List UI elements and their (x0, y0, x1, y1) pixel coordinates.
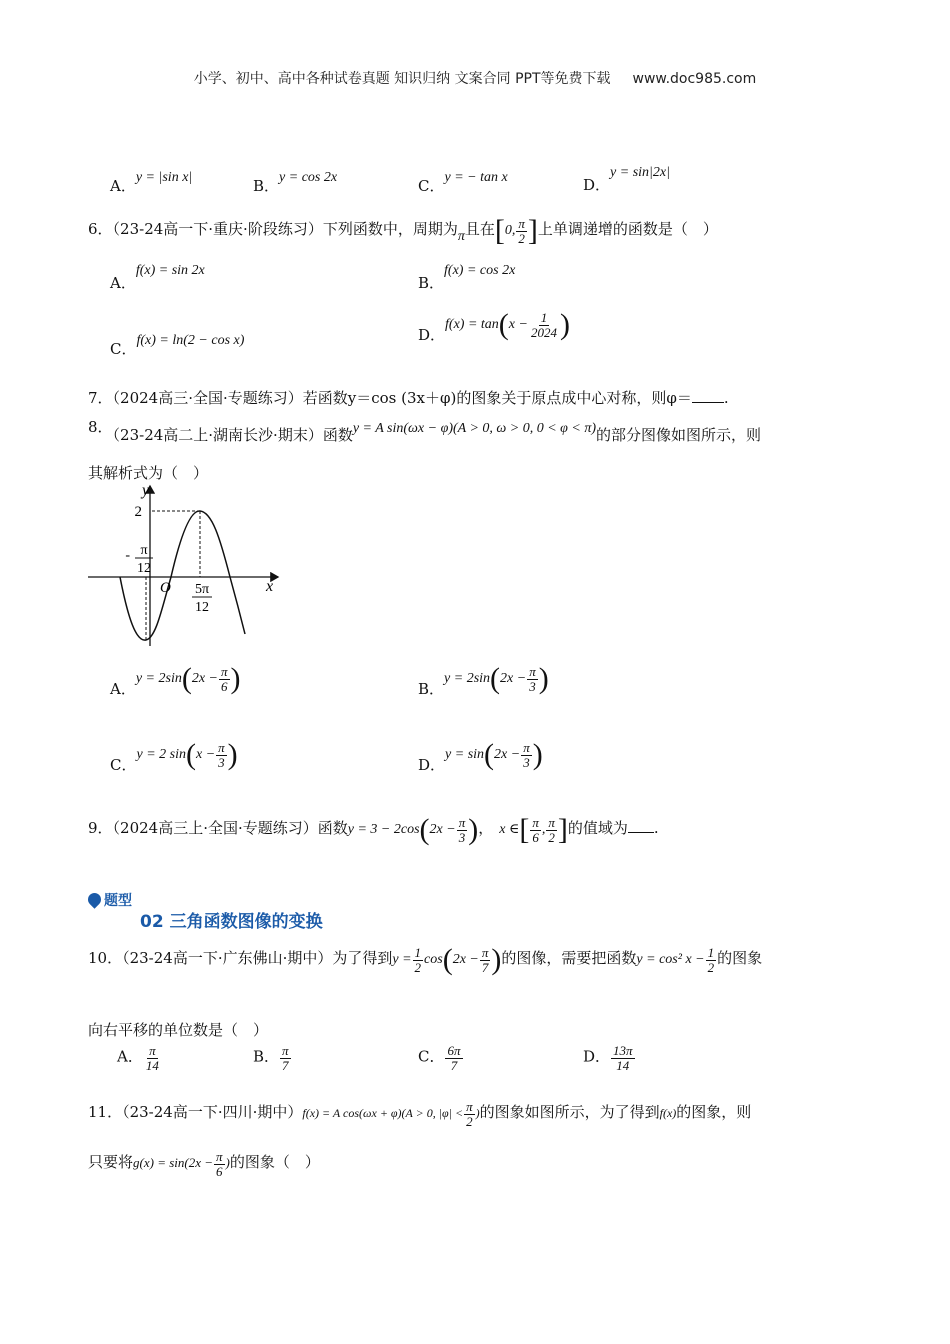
question-number: 7． (88, 389, 113, 407)
option-label: B． (418, 680, 445, 699)
option-math: y = cos 2x (279, 170, 338, 185)
question-11 (88, 1100, 751, 1128)
option-math: f(x) = sin 2x (135, 263, 205, 278)
question-7 (88, 387, 729, 408)
question-stem-mid: 的图像，需要把函数 (501, 949, 637, 968)
period: . (723, 389, 729, 407)
option-label: D． (583, 176, 611, 194)
left-tick-den: 12 (137, 561, 151, 576)
option-math: $\frac{13\pi}{14}$ (613, 1043, 633, 1073)
source-math: y = cos² x − $\frac{1}{2}$ (636, 944, 715, 975)
header-text: 小学、初中、高中各种试卷真题 知识归纳 文案合同 PPT等免费下载 (193, 71, 611, 87)
max-label: 2 (134, 504, 142, 520)
option-label: D． (418, 756, 446, 775)
answer-blank[interactable] (692, 402, 724, 403)
option-math: y = 2sin(2x − $\frac{\pi}{6}$ ) (135, 662, 241, 695)
g-math: g(x) = sin(2x − $\frac{\pi}{6}$ ) (133, 1149, 230, 1179)
question-number: 8． (88, 418, 113, 436)
question-stem: （2024高三上·全国·专题练习）函数 (112, 819, 348, 838)
fx-math: f(x) (659, 1105, 677, 1120)
question-stem-tail: 的部分图像如图所示，则 (596, 426, 762, 444)
option-math: y = sin|2x| (610, 165, 670, 180)
function-math: y = A sin(ωx − φ)(A > 0, ω > 0, 0 < φ < π) (352, 421, 597, 436)
option-math: y = sin(2x − $\frac{\pi}{3}$ ) (445, 738, 543, 771)
q8-option-b[interactable] (418, 662, 549, 699)
option-label: B． (253, 1047, 280, 1066)
target-math: y = $\frac{1}{2}$ cos(2x − $\frac{\pi}{7}$ ) (392, 943, 502, 976)
option-math: y = 2 sin(x − $\frac{\pi}{3}$ ) (136, 738, 238, 771)
option-label: B． (418, 274, 445, 292)
question-10-line2: 向右平移的单位数是（ ） (88, 1021, 269, 1039)
origin-label: O (160, 580, 171, 596)
question-8-line2: 其解析式为（ ） (88, 464, 209, 482)
question-stem-tail: 的图象，则 (676, 1102, 752, 1121)
question-number: 11． (88, 1102, 123, 1121)
question-8 (88, 416, 762, 444)
left-tick-sign: - (125, 548, 130, 563)
q10-option-c[interactable] (418, 1044, 464, 1072)
question-stem-tail: 上单调递增的函数是（ ） (537, 220, 718, 239)
option-label: A． (117, 1047, 143, 1066)
question-9: 9．（2024高三上·全国·专题练习）函数y = 3 − 2cos(2x − $\frac{\pi}{3}$ )， x ∈[ $\frac{\pi}{6}$ , $\frac{\pi}{2}$ ]的值域为 . (88, 813, 659, 846)
q5-option-c[interactable] (418, 165, 508, 195)
q8-option-c[interactable] (110, 738, 238, 775)
question-number: 6． (88, 220, 113, 239)
question-stem: （23-24高二上·湖南长沙·期末）函数 (112, 426, 353, 444)
function-math: y = 3 − 2cos(2x − $\frac{\pi}{3}$ ) (347, 813, 479, 846)
interval-math: [0, $\frac{\pi}{2}$ ] (494, 214, 538, 247)
section-title: 02 三角函数图像的变换 (140, 912, 323, 932)
option-label: A． (110, 177, 136, 195)
q6-option-a[interactable] (110, 258, 205, 292)
option-label: A． (110, 680, 136, 699)
q5-option-a[interactable] (110, 165, 193, 195)
right-tick-num: 5π (194, 582, 210, 597)
function-math: f(x) = A cos(ωx + φ)(A > 0, |φ| < $\frac{\pi}{2}$ ) (302, 1099, 480, 1129)
option-label: B． (253, 177, 280, 195)
x-axis-label: x (266, 578, 274, 595)
q8-graph (80, 478, 290, 653)
option-math: y = |sin x| (135, 170, 193, 185)
question-stem: （23-24高一下·重庆·阶段练习）下列函数中，周期为 (112, 220, 458, 239)
option-label: C． (110, 340, 137, 358)
option-label: A． (110, 274, 136, 292)
y-axis-label: y (142, 482, 150, 499)
section-tag: 题型 (104, 893, 132, 909)
q6-option-b[interactable] (418, 258, 516, 292)
option-label: C． (110, 756, 137, 775)
question-stem-mid: 的图象如图所示，为了得到 (479, 1102, 660, 1121)
option-math: $\frac{6\pi}{7}$ (447, 1043, 461, 1073)
question-stem-tail: 的图象 (717, 949, 763, 968)
question-11-line2: 只要将g(x) = sin(2x − $\frac{\pi}{6}$ )的图象（ ） (88, 1149, 320, 1179)
q6-option-d[interactable] (418, 308, 570, 345)
domain-math: x ∈[ $\frac{\pi}{6}$ , $\frac{\pi}{2}$ ] (499, 813, 568, 846)
page-header (0, 68, 950, 88)
section-pin-icon (85, 890, 103, 908)
period-pi: π (457, 229, 465, 245)
question-stem: （2024高三·全国·专题练习）若函数y＝cos (3x＋φ)的图象关于原点成中心对称，则φ＝ (112, 389, 692, 407)
option-math: $\frac{\pi}{14}$ (145, 1043, 159, 1073)
q8-option-a[interactable] (110, 662, 241, 699)
q5-option-b[interactable] (253, 165, 338, 195)
option-math: y = − tan x (444, 170, 508, 185)
question-stem-mid: 且在 (464, 220, 495, 239)
question-stem-tail: 的值域为 (567, 819, 628, 838)
question-6 (88, 216, 718, 246)
option-math: f(x) = cos 2x (444, 263, 516, 278)
question-10 (88, 945, 762, 975)
q5-option-d[interactable] (583, 160, 670, 194)
right-tick-den: 12 (195, 600, 209, 615)
question-stem: （23-24高一下·广东佛山·期中）为了得到 (122, 949, 393, 968)
option-label: C． (418, 1047, 445, 1066)
q10-option-b[interactable] (253, 1044, 292, 1072)
answer-blank[interactable] (628, 832, 654, 833)
left-tick-num: π (140, 543, 148, 558)
question-stem: （23-24高一下·四川·期中） (122, 1102, 303, 1121)
q10-option-d[interactable] (583, 1044, 636, 1072)
option-label: D． (418, 326, 446, 345)
q6-option-c[interactable] (110, 328, 245, 358)
question-number: 9． (88, 819, 113, 838)
question-number: 10． (88, 949, 123, 968)
q10-option-a[interactable] (117, 1044, 162, 1072)
option-label: D． (583, 1047, 611, 1066)
option-math: f(x) = ln(2 − cos x) (136, 333, 245, 348)
option-math: y = 2sin(2x − $\frac{\pi}{3}$ ) (444, 662, 549, 695)
option-math: f(x) = tan(x − $\frac{1}{2024}$ ) (445, 308, 570, 341)
header-url[interactable]: www.doc985.com (632, 71, 757, 87)
option-label: C． (418, 177, 445, 195)
q8-option-d[interactable] (418, 738, 543, 775)
option-math: $\frac{\pi}{7}$ (282, 1043, 289, 1073)
